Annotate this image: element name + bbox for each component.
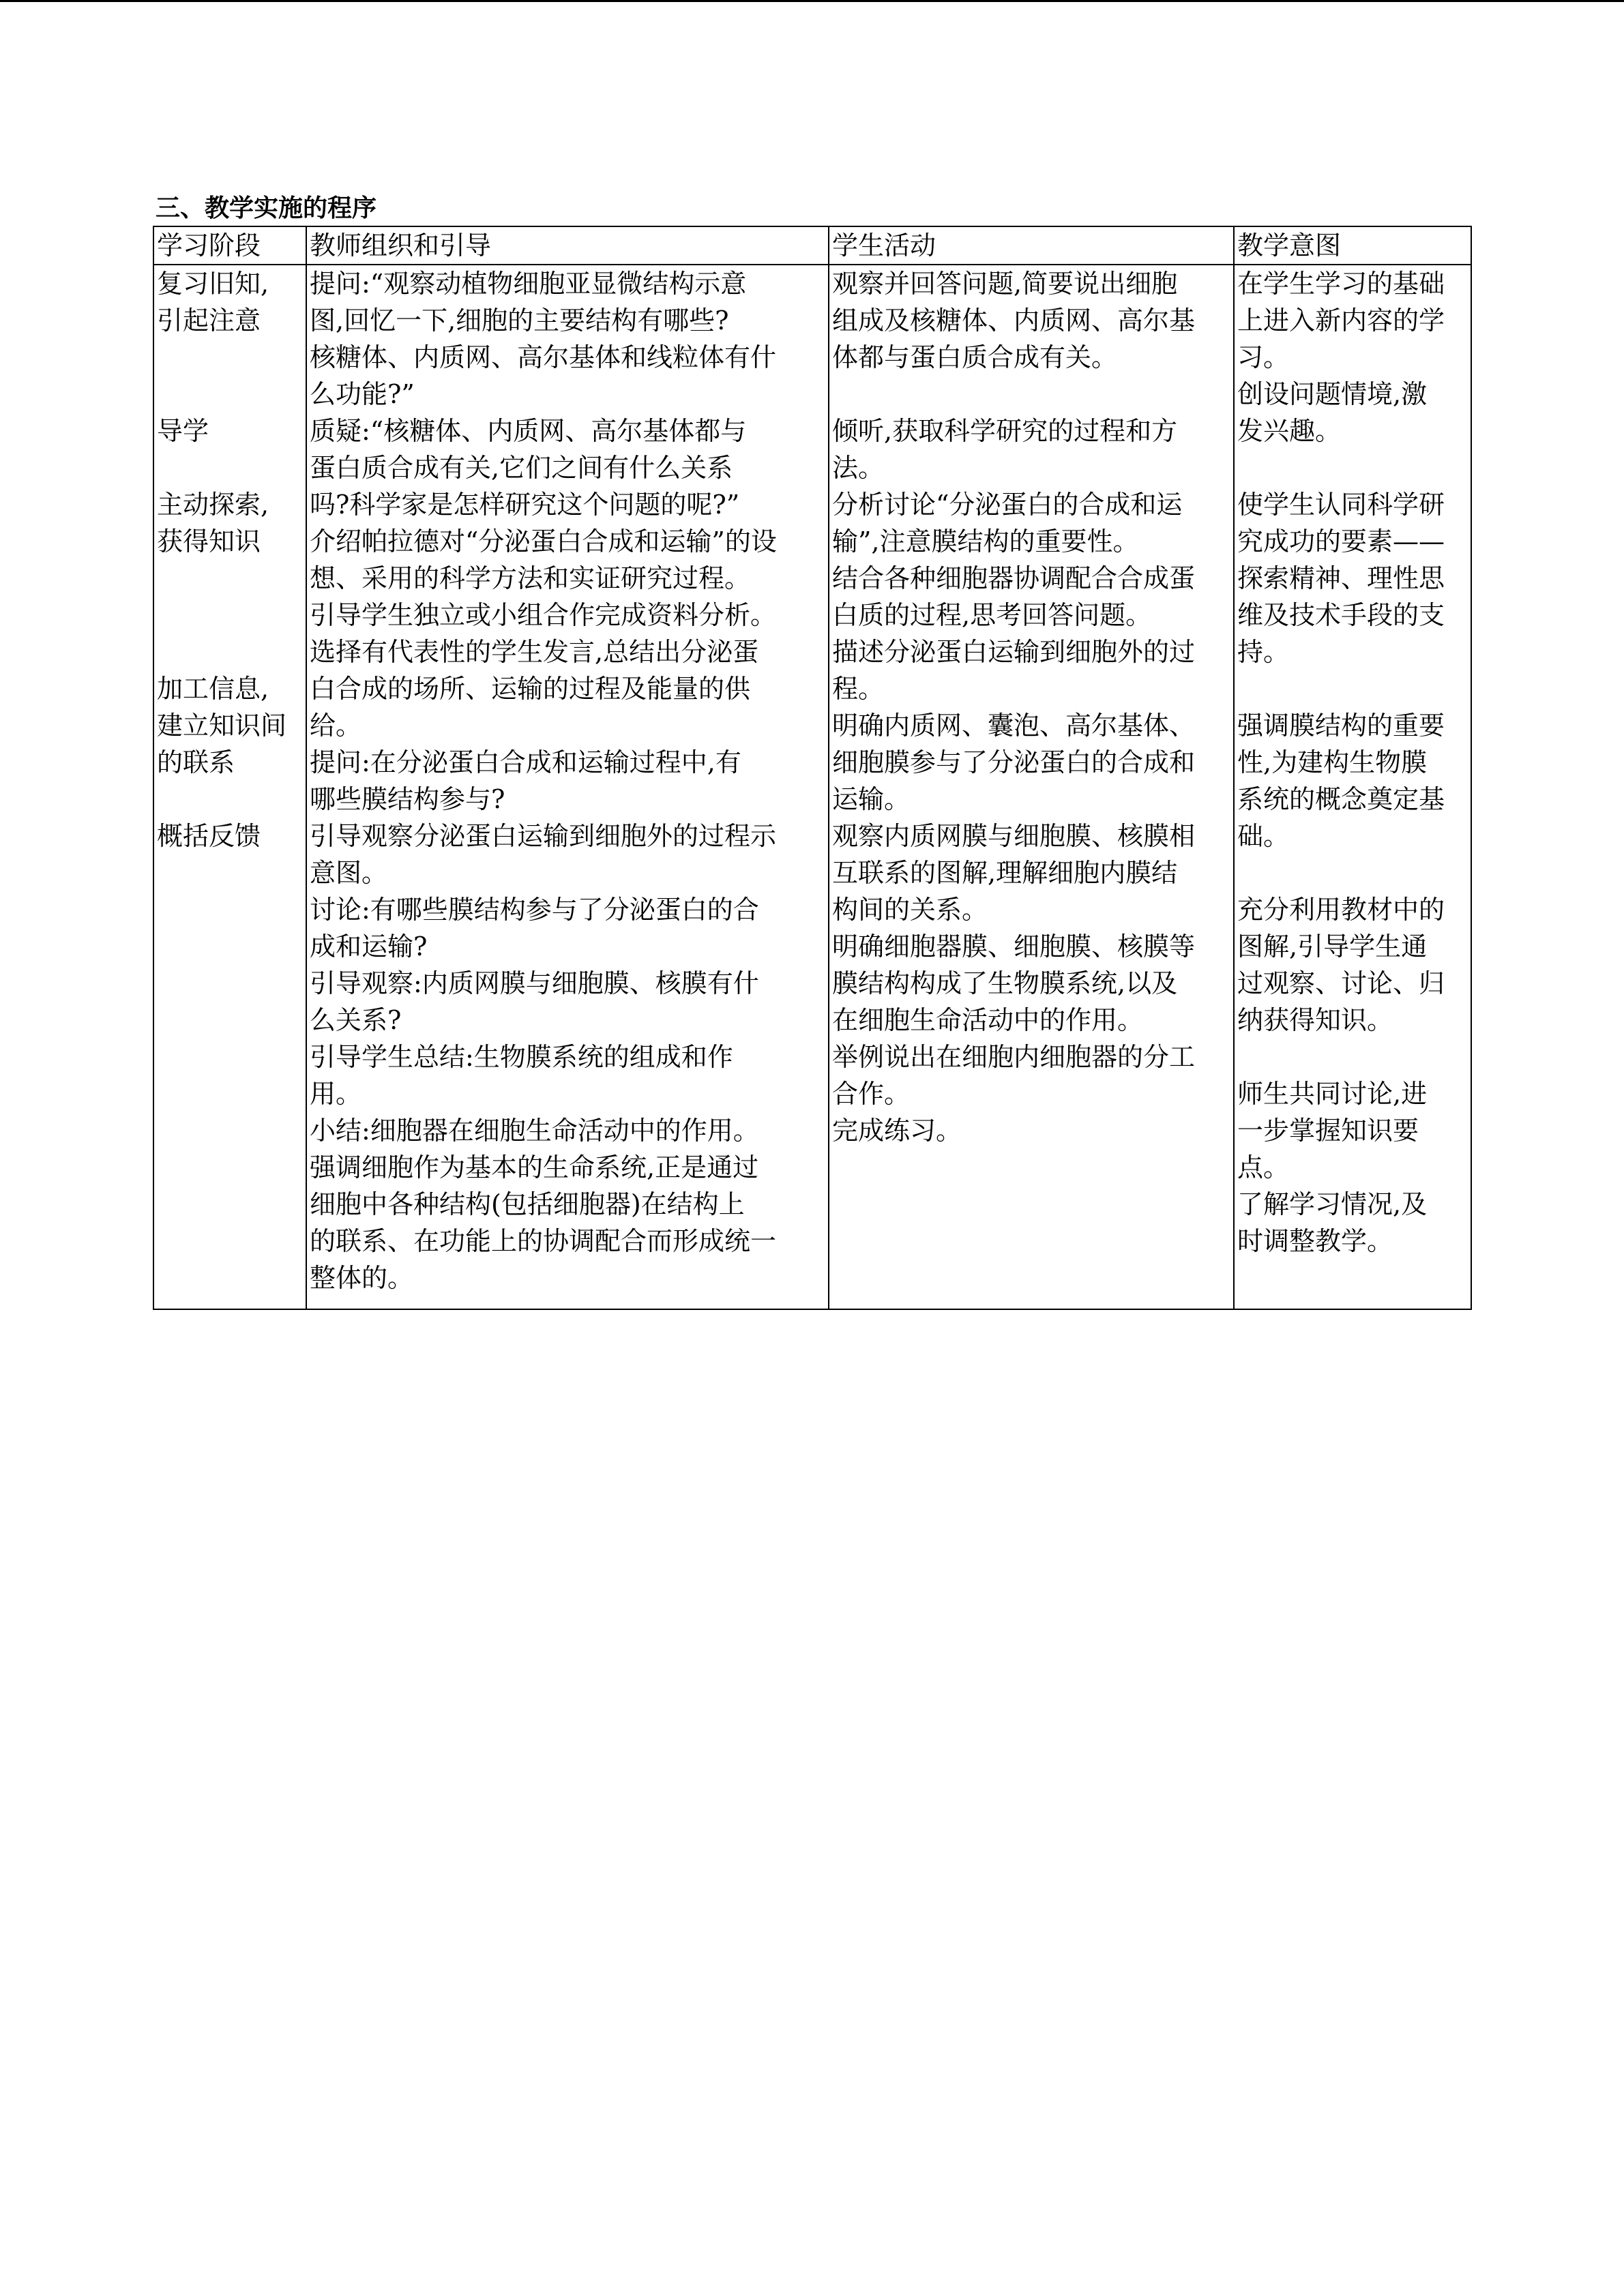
teacher-line: 整体的。 [310, 1263, 414, 1293]
student-line: 白质的过程,思考回答问题。 [832, 600, 1152, 630]
teacher-line: 引导学生独立或小组合作完成资料分析。 [310, 600, 777, 630]
intent-line: 础。 [1237, 821, 1290, 851]
teacher-line: 选择有代表性的学生发言,总结出分泌蛋 [310, 637, 759, 667]
teacher-line: 强调细胞作为基本的生命系统,正是通过 [310, 1152, 759, 1182]
intent-line: 系统的概念奠定基 [1237, 784, 1445, 814]
teacher-line: 的联系、在功能上的协调配合而形成统一 [310, 1226, 777, 1256]
student-line: 运输。 [832, 784, 911, 814]
intent-line: 究成功的要素—— [1237, 526, 1445, 556]
student-line: 明确内质网、囊泡、高尔基体、 [832, 711, 1196, 741]
intent-line: 图解,引导学生通 [1237, 931, 1428, 961]
teacher-line: 图,回忆一下,细胞的主要结构有哪些? [310, 305, 729, 336]
intent-line: 发兴趣。 [1237, 416, 1342, 446]
stage-line: 引起注意 [157, 305, 261, 336]
intent-line: 维及技术手段的支 [1237, 600, 1445, 630]
student-line: 观察并回答问题,简要说出细胞 [832, 269, 1178, 299]
intent-line: 创设问题情境,激 [1237, 379, 1428, 409]
stage-line: 获得知识 [157, 526, 261, 556]
header-teacher: 教师组织和引导 [306, 226, 829, 265]
teacher-line: 用。 [310, 1079, 362, 1109]
table-body-row [153, 265, 1471, 1309]
intent-cell [1234, 265, 1471, 1309]
student-line: 体都与蛋白质合成有关。 [832, 342, 1118, 372]
intent-line: 持。 [1237, 637, 1290, 667]
intent-line: 点。 [1237, 1152, 1290, 1182]
intent-line: 过观察、讨论、归 [1237, 968, 1445, 998]
intent-line: 上进入新内容的学 [1237, 305, 1445, 336]
stage-line: 主动探索, [157, 490, 269, 520]
student-line: 观察内质网膜与细胞膜、核膜相 [832, 821, 1196, 851]
teacher-line: 引导观察:内质网膜与细胞膜、核膜有什 [310, 968, 759, 998]
intent-line: 使学生认同科学研 [1237, 490, 1445, 520]
table-header-row [153, 226, 1471, 265]
teaching-procedure-table [153, 226, 1472, 1310]
intent-line: 习。 [1237, 342, 1290, 372]
teacher-line: 引导学生总结:生物膜系统的组成和作 [310, 1042, 733, 1072]
intent-line: 师生共同讨论,进 [1237, 1079, 1428, 1109]
student-line: 法。 [832, 453, 885, 483]
section-title: 三、教学实施的程序 [156, 194, 377, 222]
student-line: 在细胞生命活动中的作用。 [832, 1005, 1144, 1035]
teacher-line: 蛋白质合成有关,它们之间有什么关系 [310, 453, 733, 483]
intent-line: 纳获得知识。 [1237, 1005, 1393, 1035]
student-line: 完成练习。 [832, 1116, 962, 1146]
teacher-line: 白合成的场所、运输的过程及能量的供 [310, 674, 751, 704]
student-line: 输”,注意膜结构的重要性。 [832, 526, 1139, 556]
teacher-line: 哪些膜结构参与? [310, 784, 505, 814]
student-line: 膜结构构成了生物膜系统,以及 [832, 968, 1178, 998]
stage-line: 建立知识间 [157, 711, 287, 741]
student-line: 互联系的图解,理解细胞内膜结 [832, 858, 1178, 888]
header-intent: 教学意图 [1234, 226, 1471, 265]
teacher-line: 提问:“观察动植物细胞亚显微结构示意 [310, 269, 747, 299]
teacher-line: 质疑:“核糖体、内质网、高尔基体都与 [310, 416, 747, 446]
stage-line: 导学 [157, 416, 209, 446]
intent-line: 性,为建构生物膜 [1237, 747, 1428, 777]
teacher-line: 么功能?” [310, 379, 415, 409]
teacher-line: 么关系? [310, 1005, 402, 1035]
teacher-line: 成和运输? [310, 931, 428, 961]
stage-line: 加工信息, [157, 674, 269, 704]
intent-line: 时调整教学。 [1237, 1226, 1393, 1256]
student-line: 构间的关系。 [832, 895, 988, 925]
stage-line: 的联系 [157, 747, 235, 777]
teacher-line: 意图。 [310, 858, 388, 888]
teacher-line: 介绍帕拉德对“分泌蛋白合成和运输”的设 [310, 526, 777, 556]
student-line: 举例说出在细胞内细胞器的分工 [832, 1042, 1196, 1072]
student-line: 程。 [832, 674, 885, 704]
student-line: 描述分泌蛋白运输到细胞外的过 [832, 637, 1196, 667]
page-top-rule [0, 0, 1624, 2]
teacher-line: 细胞中各种结构(包括细胞器)在结构上 [310, 1189, 745, 1219]
stage-cell [153, 265, 306, 1309]
intent-line: 了解学习情况,及 [1237, 1189, 1428, 1219]
teacher-line: 小结:细胞器在细胞生命活动中的作用。 [310, 1116, 759, 1146]
intent-line: 充分利用教材中的 [1237, 895, 1445, 925]
teacher-line: 核糖体、内质网、高尔基体和线粒体有什 [310, 342, 777, 372]
teacher-line: 给。 [310, 711, 362, 741]
student-line: 组成及核糖体、内质网、高尔基 [832, 305, 1196, 336]
student-line: 细胞膜参与了分泌蛋白的合成和 [832, 747, 1196, 777]
student-cell [829, 265, 1234, 1309]
stage-line: 复习旧知, [157, 269, 269, 299]
teacher-line: 讨论:有哪些膜结构参与了分泌蛋白的合 [310, 895, 759, 925]
stage-line: 概括反馈 [157, 821, 261, 851]
student-line: 合作。 [832, 1079, 911, 1109]
header-stage: 学习阶段 [153, 226, 306, 265]
intent-line: 强调膜结构的重要 [1237, 711, 1445, 741]
teacher-line: 吗?科学家是怎样研究这个问题的呢?” [310, 490, 740, 520]
student-line: 结合各种细胞器协调配合合成蛋 [832, 563, 1196, 593]
intent-line: 一步掌握知识要 [1237, 1116, 1419, 1146]
student-line: 倾听,获取科学研究的过程和方 [832, 416, 1178, 446]
teacher-line: 提问:在分泌蛋白合成和运输过程中,有 [310, 747, 741, 777]
teacher-line: 引导观察分泌蛋白运输到细胞外的过程示 [310, 821, 777, 851]
teacher-line: 想、采用的科学方法和实证研究过程。 [310, 563, 751, 593]
student-line: 分析讨论“分泌蛋白的合成和运 [832, 490, 1183, 520]
intent-line: 探索精神、理性思 [1237, 563, 1445, 593]
teacher-cell [306, 265, 829, 1309]
header-student: 学生活动 [829, 226, 1234, 265]
intent-line: 在学生学习的基础 [1237, 269, 1445, 299]
student-line: 明确细胞器膜、细胞膜、核膜等 [832, 931, 1196, 961]
